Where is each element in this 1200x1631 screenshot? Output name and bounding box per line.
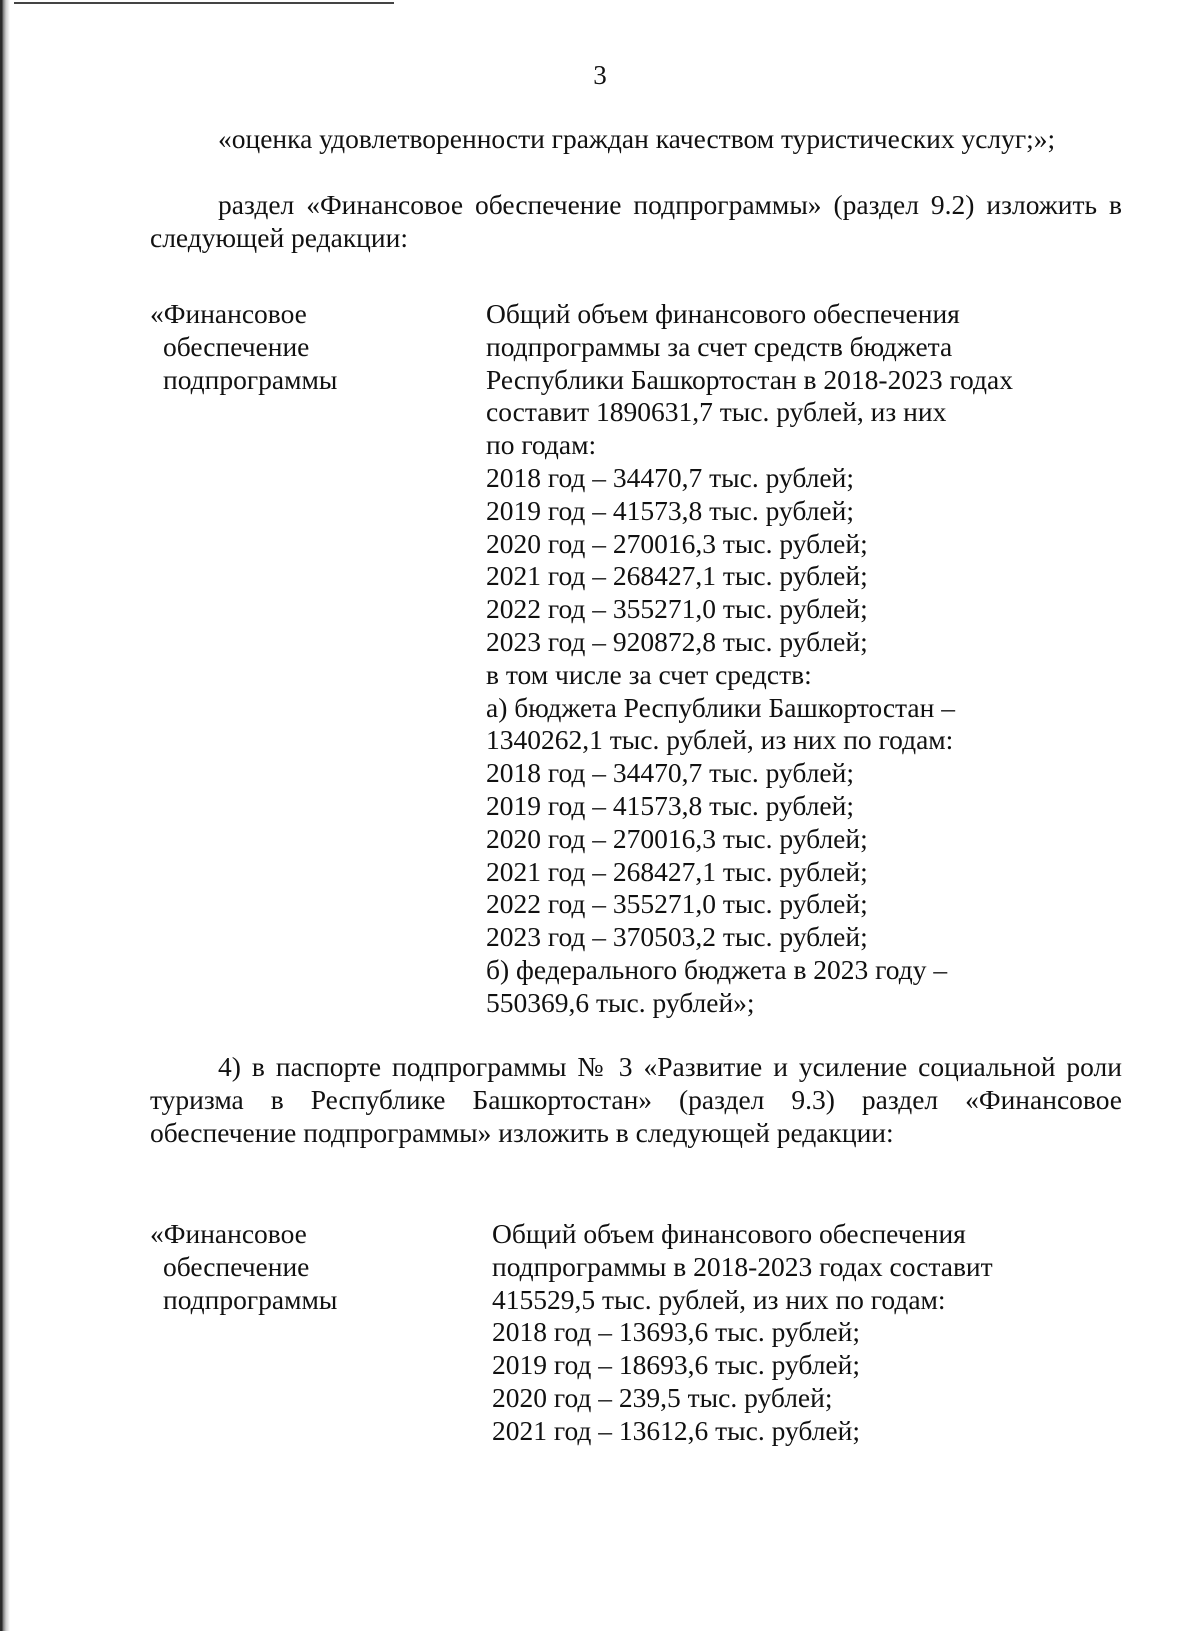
content-line: составит 1890631,7 тыс. рублей, из них xyxy=(486,396,947,428)
label-line: «Финансовое xyxy=(150,298,307,329)
content-line: б) федерального бюджета в 2023 году – xyxy=(486,953,948,985)
content-line: а) бюджета Республики Башкортостан – xyxy=(486,691,955,723)
content-line: 2023 год – 370503,2 тыс. рублей; xyxy=(486,921,868,953)
content-line: 2022 год – 355271,0 тыс. рублей; xyxy=(486,593,868,625)
label-line: «Финансовое xyxy=(150,1218,307,1249)
content-line: 2019 год – 41573,8 тыс. рублей; xyxy=(486,494,854,526)
scan-top-line xyxy=(14,2,394,4)
financing-label xyxy=(150,1218,470,1316)
label-line: обеспечение xyxy=(163,1250,310,1282)
content-line: 2020 год – 239,5 тыс. рублей; xyxy=(492,1381,833,1413)
label-line: подпрограммы xyxy=(163,1283,338,1315)
content-line: 2021 год – 268427,1 тыс. рублей; xyxy=(486,560,868,592)
content-line: 1340262,1 тыс. рублей, из них по годам: xyxy=(486,724,954,756)
financing-label xyxy=(150,298,470,396)
content-line: 2020 год – 270016,3 тыс. рублей; xyxy=(486,822,868,854)
content-line: по годам: xyxy=(486,429,597,461)
page-number: 3 xyxy=(593,60,607,90)
content-line: 2018 год – 34470,7 тыс. рублей; xyxy=(486,757,854,789)
label-line: обеспечение xyxy=(163,330,310,362)
content-line: 550369,6 тыс. рублей»; xyxy=(486,986,755,1018)
content-line: подпрограммы за счет средств бюджета xyxy=(486,330,953,362)
paragraph-section-9-2: раздел «Финансовое обеспечение подпрограммы» (раздел 9.2) изложить в следующей редакции: xyxy=(150,189,1122,253)
paragraph-subprogram-3: 4) в паспорте подпрограммы № 3 «Развитие и усиление социальной роли туризма в Республике Башкортостан» (раздел 9.3) раздел «Финансовое обеспечение подпрограммы» изложить в следующей редакции: xyxy=(150,1051,1122,1148)
content-line: в том числе за счет средств: xyxy=(486,658,812,690)
content-line: 2023 год – 920872,8 тыс. рублей; xyxy=(486,625,868,657)
content-line: 2021 год – 13612,6 тыс. рублей; xyxy=(492,1414,860,1446)
content-line: 2018 год – 34470,7 тыс. рублей; xyxy=(486,461,854,493)
financing-content xyxy=(492,1218,1092,1448)
content-line: Общий объем финансового обеспечения xyxy=(492,1218,966,1249)
label-line: подпрограммы xyxy=(163,363,338,395)
content-line: 2021 год – 268427,1 тыс. рублей; xyxy=(486,855,868,887)
financing-content xyxy=(486,298,1086,1020)
content-line: 2018 год – 13693,6 тыс. рублей; xyxy=(492,1316,860,1348)
paragraph-tourism-quality: «оценка удовлетворенности граждан качеством туристических услуг;»; xyxy=(218,123,1056,154)
content-line: подпрограммы в 2018-2023 годах составит xyxy=(492,1250,993,1282)
content-line: 2019 год – 41573,8 тыс. рублей; xyxy=(486,789,854,821)
content-line: Общий объем финансового обеспечения xyxy=(486,298,960,329)
content-line: 415529,5 тыс. рублей, из них по годам: xyxy=(492,1283,946,1315)
content-line: 2020 год – 270016,3 тыс. рублей; xyxy=(486,527,868,559)
content-line: Республики Башкортостан в 2018-2023 годах xyxy=(486,363,1013,395)
content-line: 2019 год – 18693,6 тыс. рублей; xyxy=(492,1349,860,1381)
scan-left-edge xyxy=(0,0,10,1631)
content-line: 2022 год – 355271,0 тыс. рублей; xyxy=(486,888,868,920)
